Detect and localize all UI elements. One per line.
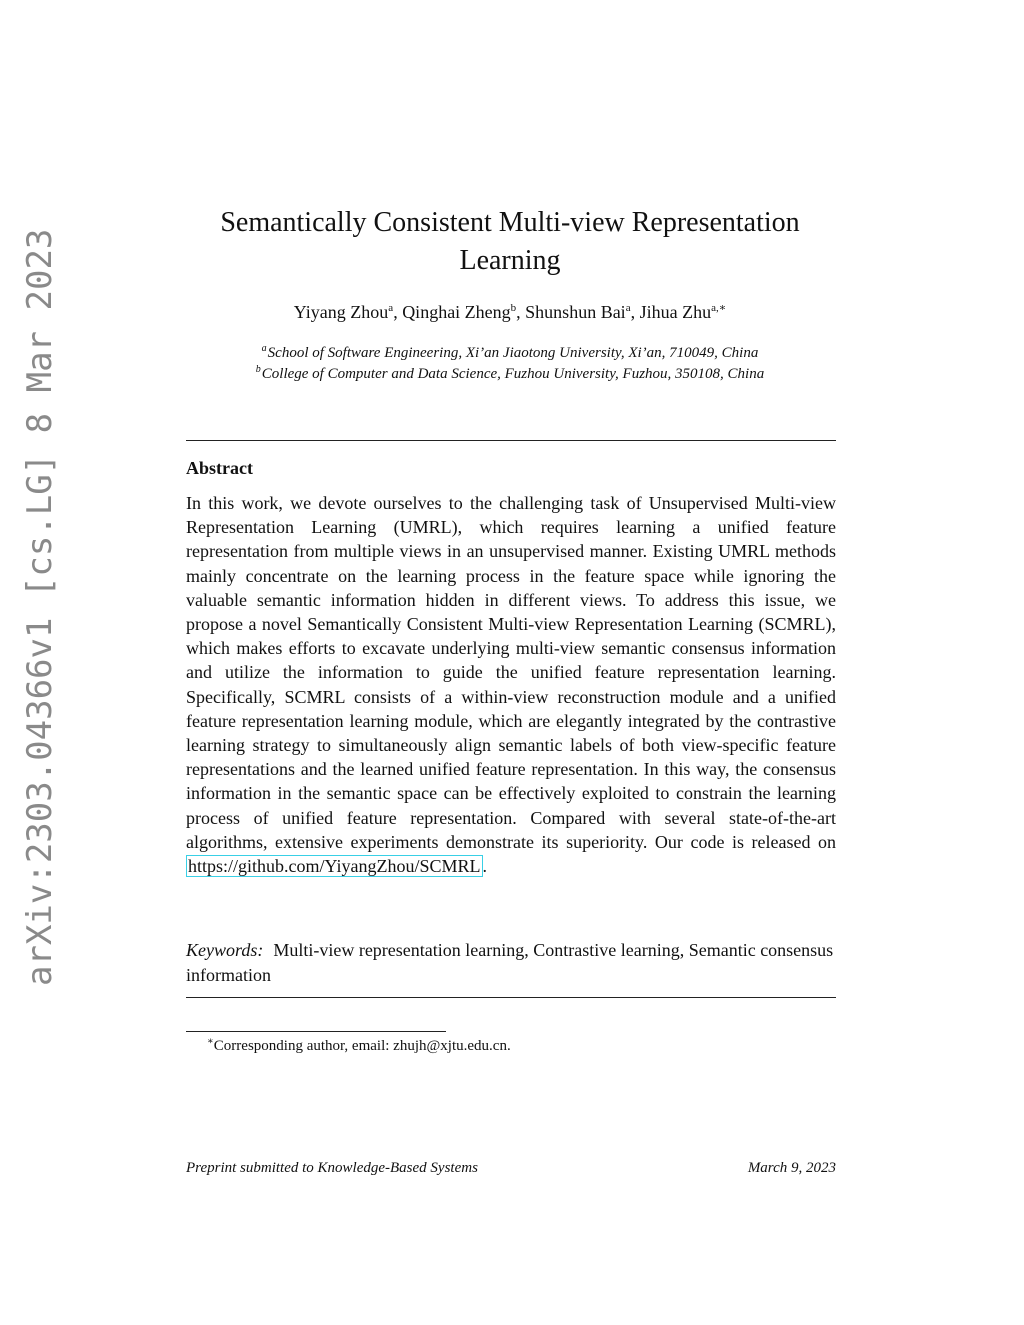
author-name: Qinghai Zheng <box>402 302 511 322</box>
abstract-body <box>186 491 836 878</box>
preprint-date: March 9, 2023 <box>747 1160 836 1176</box>
affiliation-list <box>170 343 850 385</box>
author-name: Yiyang Zhou <box>293 302 389 322</box>
author-affiliation-mark: a <box>388 302 394 314</box>
keywords-label: Keywords: <box>186 940 264 960</box>
author-affiliation-mark: a,∗ <box>711 302 727 314</box>
affiliation-line <box>170 364 850 385</box>
paper-title-line-2: Learning <box>459 245 561 276</box>
footnote-divider <box>186 1031 446 1032</box>
corresponding-author-footnote <box>207 1038 511 1055</box>
submission-note: Preprint submitted to Knowledge-Based Systems <box>186 1160 478 1176</box>
paper-title-line-1: Semantically Consistent Multi-view Representation <box>220 207 800 238</box>
footnote-marker: ∗ <box>207 1036 214 1047</box>
footnote-text: Corresponding author, email: zhujh@xjtu.edu.cn. <box>213 1038 511 1054</box>
affiliation-text: College of Computer and Data Science, Fuzhou University, Fuzhou, 350108, China <box>261 366 765 382</box>
keywords-text: Multi-view representation learning, Contrastive learning, Semantic consensus information <box>186 940 834 985</box>
affiliation-mark: a <box>261 343 267 354</box>
abstract-end-period: . <box>482 856 488 877</box>
author-name: Shunshun Bai <box>525 302 626 322</box>
bottom-divider <box>186 997 836 998</box>
code-repository-link[interactable]: https://github.com/YiyangZhou/SCMRL <box>188 856 481 877</box>
author-name: Jihua Zhu <box>639 302 712 322</box>
paper-title <box>170 204 850 280</box>
arxiv-identifier-stamp: arXiv:2303.04366v1 [cs.LG] 8 Mar 2023 <box>20 228 60 986</box>
affiliation-text: School of Software Engineering, Xi’an Jiaotong University, Xi’an, 710049, China <box>267 345 759 361</box>
keywords <box>186 938 836 987</box>
author-affiliation-mark: a <box>625 302 631 314</box>
top-divider <box>186 440 836 441</box>
author-list: Yiyang Zhou$^a$, Qinghai Zheng$^b$, Shunshun Bai$^a$, Jihua Zhu$^{a,∗}$ <box>293 302 727 322</box>
affiliation-mark: b <box>255 364 261 375</box>
abstract-heading: Abstract <box>186 458 253 478</box>
affiliation-line <box>170 343 850 364</box>
abstract-text: In this work, we devote ourselves to the challenging task of Unsupervised Multi-view Representation Learning (UMRL), which requires learning a unified feature representation from multiple views in an unsupervised manner. Existing UMRL methods mainly concentrate on the learning process in the feature space while ignoring the valuable semantic information hidden in different views. To address this issue, we propose a novel Semantically Consistent Multi-view Representation Learning (SCMRL), which makes efforts to excavate underlying multi-view semantic consensus information and utilize the information to guide the unified feature representation learning. Specifically, SCMRL consists of a within-view reconstruction module and a unified feature representation learning module, which are elegantly integrated by the contrastive learning strategy to simultaneously align semantic labels of both view-specific feature representations and the learned unified feature representation. In this way, the consensus information in the semantic space can be effectively exploited to constrain the learning process of unified feature representation. Compared with several state-of-the-art algorithms, extensive experiments demonstrate its superiority. Our code is released on <box>186 493 836 852</box>
author-affiliation-mark: b <box>510 302 517 314</box>
